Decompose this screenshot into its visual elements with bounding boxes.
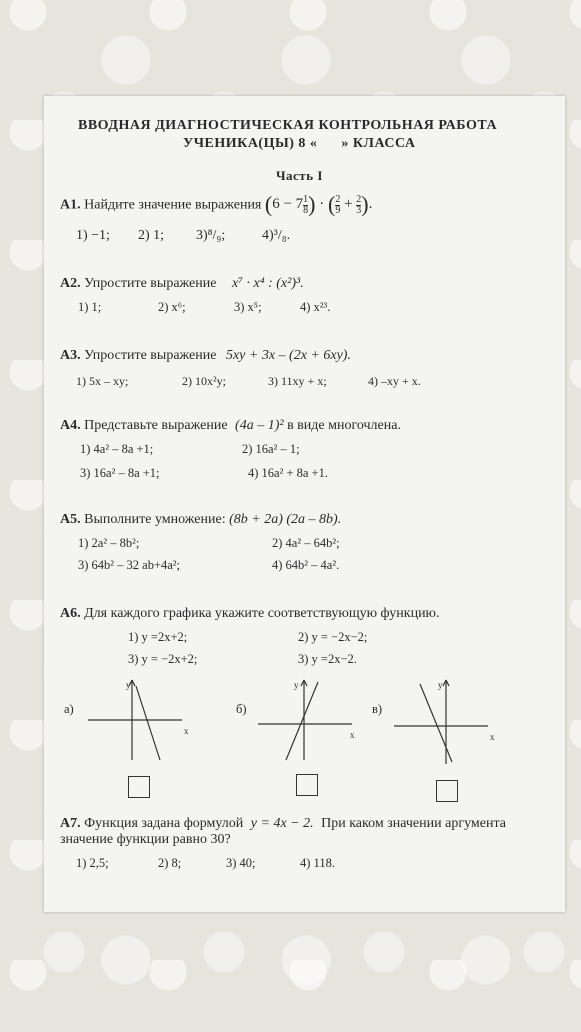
answer-box-c[interactable] — [436, 780, 458, 802]
axis-y-label: y — [294, 680, 299, 690]
graph-b-line — [286, 682, 318, 760]
part-heading: Часть I — [276, 168, 323, 183]
graph-b — [258, 676, 362, 762]
option-a2-3: 3) x⁵; — [234, 300, 262, 314]
question-text: Выполните умножение: — [84, 512, 226, 527]
option-a5-4: 4) 64b² – 4a². — [272, 558, 340, 572]
option-a1-1: 1) −1; — [76, 228, 110, 243]
option-a5-3: 3) 64b² – 32 ab+4a²; — [78, 558, 181, 572]
option-a6-1: 1) y =2x+2; — [128, 630, 188, 644]
answer-box-b[interactable] — [296, 774, 318, 796]
question-text: Для каждого графика укажите соответствующую функцию. — [84, 606, 440, 621]
option-a3-2: 2) 10x²y; — [182, 374, 226, 388]
axis-y-label: y — [438, 680, 443, 690]
axis-x-label: x — [490, 732, 495, 742]
option-a7-3: 3) 40; — [226, 856, 256, 870]
option-a1-4: 4)³/₈. — [262, 228, 291, 243]
question-a4 — [60, 418, 401, 434]
question-expression: x⁷ · x⁴ : (x²)³. — [231, 276, 304, 291]
answer-box-a[interactable] — [128, 776, 150, 798]
question-a6 — [60, 606, 440, 622]
question-text-tail: в виде многочлена. — [287, 418, 401, 433]
graph-a-line — [136, 686, 160, 760]
question-text: Функция задана формулой — [84, 816, 244, 831]
axis-y-label: y — [126, 680, 131, 690]
option-a4-2: 2) 16a² – 1; — [242, 442, 300, 456]
question-expression: 5xy + 3x – (2x + 6xy). — [225, 348, 351, 363]
graph-c-label: в) — [372, 702, 383, 716]
question-a7-line2: значение функции равно 30? — [60, 832, 231, 847]
option-a5-1: 1) 2a² – 8b²; — [78, 536, 140, 550]
question-text: Представьте выражение — [84, 418, 228, 433]
graph-a — [88, 676, 192, 762]
option-a3-1: 1) 5x – xy; — [76, 374, 129, 388]
option-a7-2: 2) 8; — [158, 856, 182, 870]
question-expression: (8b + 2a) (2a – 8b). — [229, 512, 342, 527]
option-a1-3: 3)⁸/₉; — [196, 228, 226, 243]
option-a1-2: 2) 1; — [138, 228, 165, 243]
question-a5 — [60, 512, 341, 528]
question-expression: (4a – 1)² — [235, 418, 284, 433]
question-a1 — [60, 192, 372, 218]
question-a3 — [60, 348, 351, 364]
question-number: А6. — [60, 606, 81, 621]
question-number: А2. — [60, 276, 81, 291]
graph-b-label: б) — [236, 702, 247, 716]
question-number: А5. — [60, 512, 81, 527]
option-a2-4: 4) x²³. — [300, 300, 331, 314]
option-a3-3: 3) 11xy + x; — [268, 374, 327, 388]
axis-x-label: x — [350, 730, 355, 740]
axis-x-label: x — [184, 726, 189, 736]
question-text-tail: При каком значении аргумента — [321, 816, 506, 831]
option-a4-1: 1) 4a² – 8a +1; — [80, 442, 154, 456]
option-a2-1: 1) 1; — [78, 300, 102, 314]
option-a6-4: 3) y =2x−2. — [298, 652, 357, 666]
option-a6-3: 3) y = −2x+2; — [128, 652, 198, 666]
option-a7-1: 1) 2,5; — [76, 856, 109, 870]
worksheet-title-line1: ВВОДНАЯ ДИАГНОСТИЧЕСКАЯ КОНТРОЛЬНАЯ РАБОТА — [78, 118, 498, 133]
question-text: Упростите выражение — [84, 276, 217, 291]
question-a7 — [60, 816, 506, 832]
worksheet-title-line2: УЧЕНИКА(ЦЫ) 8 « » КЛАССА — [183, 136, 416, 151]
graph-a-label: а) — [64, 702, 74, 716]
option-a2-2: 2) x⁶; — [158, 300, 186, 314]
question-number: А1. — [60, 197, 81, 213]
question-number: А3. — [60, 348, 81, 363]
question-text: Найдите значение выражения — [84, 197, 262, 213]
option-a6-2: 2) y = −2x−2; — [298, 630, 368, 644]
question-a2 — [60, 276, 304, 292]
option-a7-4: 4) 118. — [300, 856, 335, 870]
question-expression: (6 − 7 $\frac{1}{8}$ ) · ( $\frac{2}{9}$ + $\frac{2}{3}$ ). — [264, 192, 373, 217]
graph-c-line — [420, 684, 452, 762]
graph-c — [394, 676, 504, 766]
option-a4-3: 3) 16a² – 8a +1; — [80, 466, 160, 480]
question-number: А7. — [60, 816, 81, 831]
question-text: Упростите выражение — [84, 348, 217, 363]
option-a3-4: 4) –xy + x. — [368, 374, 421, 388]
option-a4-4: 4) 16a² + 8a +1. — [248, 466, 328, 480]
question-number: А4. — [60, 418, 81, 433]
question-expression: y = 4x − 2. — [250, 816, 314, 831]
option-a5-2: 2) 4a² – 64b²; — [272, 536, 340, 550]
